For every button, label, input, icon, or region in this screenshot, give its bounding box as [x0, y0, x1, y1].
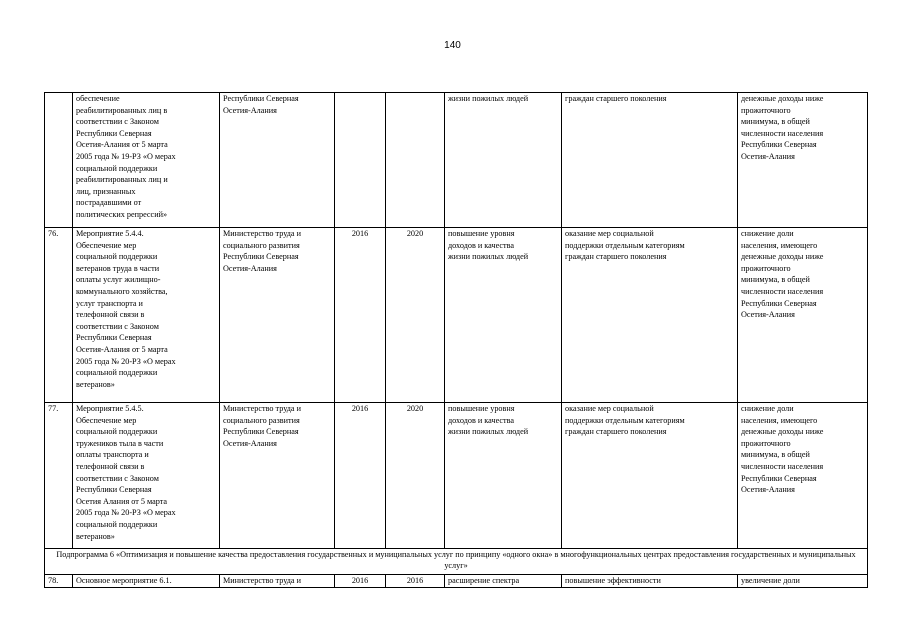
activity-name: Мероприятие 5.4.4. Обеспечение мер социальной поддержки ветеранов труда в части оплаты услуг жилищно- коммунального хозяйства, услуг транспорта и телефонной связи в соответствии с Законом Республики Северная Осетия-Алания от 5 марта 2005 года № 20-РЗ «О мерах социальной поддержки ветеранов»: [73, 228, 220, 403]
table-row: [45, 93, 868, 228]
activity-name: Основное мероприятие 6.1.: [73, 575, 220, 588]
program-activities-table: [44, 92, 868, 588]
expected-result: расширение спектра: [445, 575, 562, 588]
target-indicator: денежные доходы ниже прожиточного минимума, в общей численности населения Республики Северная Осетия-Алания: [738, 93, 868, 228]
end-year: [386, 93, 445, 228]
main-direction: оказание мер социальной поддержки отдельным категориям граждан старшего поколения: [562, 403, 738, 549]
activity-name: Мероприятие 5.4.5. Обеспечение мер социальной поддержки тружеников тыла в части оплаты транспорта и телефонной связи в соответствии с Законом Республики Северная Осетия Алания от 5 марта 2005 года № 20-РЗ «О мерах социальной поддержки ветеранов»: [73, 403, 220, 549]
executor: Республики Северная Осетия-Алания: [220, 93, 335, 228]
end-year: 2020: [386, 403, 445, 549]
executor: Министерство труда и социального развития Республики Северная Осетия-Алания: [220, 403, 335, 549]
start-year: 2016: [335, 575, 386, 588]
target-indicator: увеличение доли: [738, 575, 868, 588]
executor: Министерство труда и: [220, 575, 335, 588]
expected-result: повышение уровня доходов и качества жизни пожилых людей: [445, 403, 562, 549]
subprogram-row: [45, 549, 868, 575]
main-direction: граждан старшего поколения: [562, 93, 738, 228]
expected-result: жизни пожилых людей: [445, 93, 562, 228]
end-year: 2020: [386, 228, 445, 403]
row-number: 77.: [45, 403, 73, 549]
subprogram-title: Подпрограмма 6 «Оптимизация и повышение качества предоставления государственных и муниципальных услуг по принципу «одного окна» в многофункциональных центрах предоставления государственных и муниципальных услуг»: [45, 549, 868, 575]
target-indicator: снижение доли населения, имеющего денежные доходы ниже прожиточного минимума, в общей численности населения Республики Северная Осетия-Алания: [738, 228, 868, 403]
table-row: [45, 228, 868, 403]
row-number: 76.: [45, 228, 73, 403]
end-year: 2016: [386, 575, 445, 588]
page-number: 140: [444, 40, 461, 51]
table-row: [45, 575, 868, 588]
main-direction: оказание мер социальной поддержки отдельным категориям граждан старшего поколения: [562, 228, 738, 403]
row-number: 78.: [45, 575, 73, 588]
start-year: [335, 93, 386, 228]
expected-result: повышение уровня доходов и качества жизни пожилых людей: [445, 228, 562, 403]
start-year: 2016: [335, 228, 386, 403]
activity-name: обеспечение реабилитированных лиц в соответствии с Законом Республики Северная Осетия-Алания от 5 марта 2005 года № 19-РЗ «О мерах социальной поддержки реабилитированных лиц и лиц, признанных пострадавшими от политических репрессий»: [73, 93, 220, 228]
main-direction: повышение эффективности: [562, 575, 738, 588]
target-indicator: снижение доли населения, имеющего денежные доходы ниже прожиточного минимума, в общей численности населения Республики Северная Осетия-Алания: [738, 403, 868, 549]
row-number: [45, 93, 73, 228]
table-row: [45, 403, 868, 549]
executor: Министерство труда и социального развития Республики Северная Осетия-Алания: [220, 228, 335, 403]
start-year: 2016: [335, 403, 386, 549]
